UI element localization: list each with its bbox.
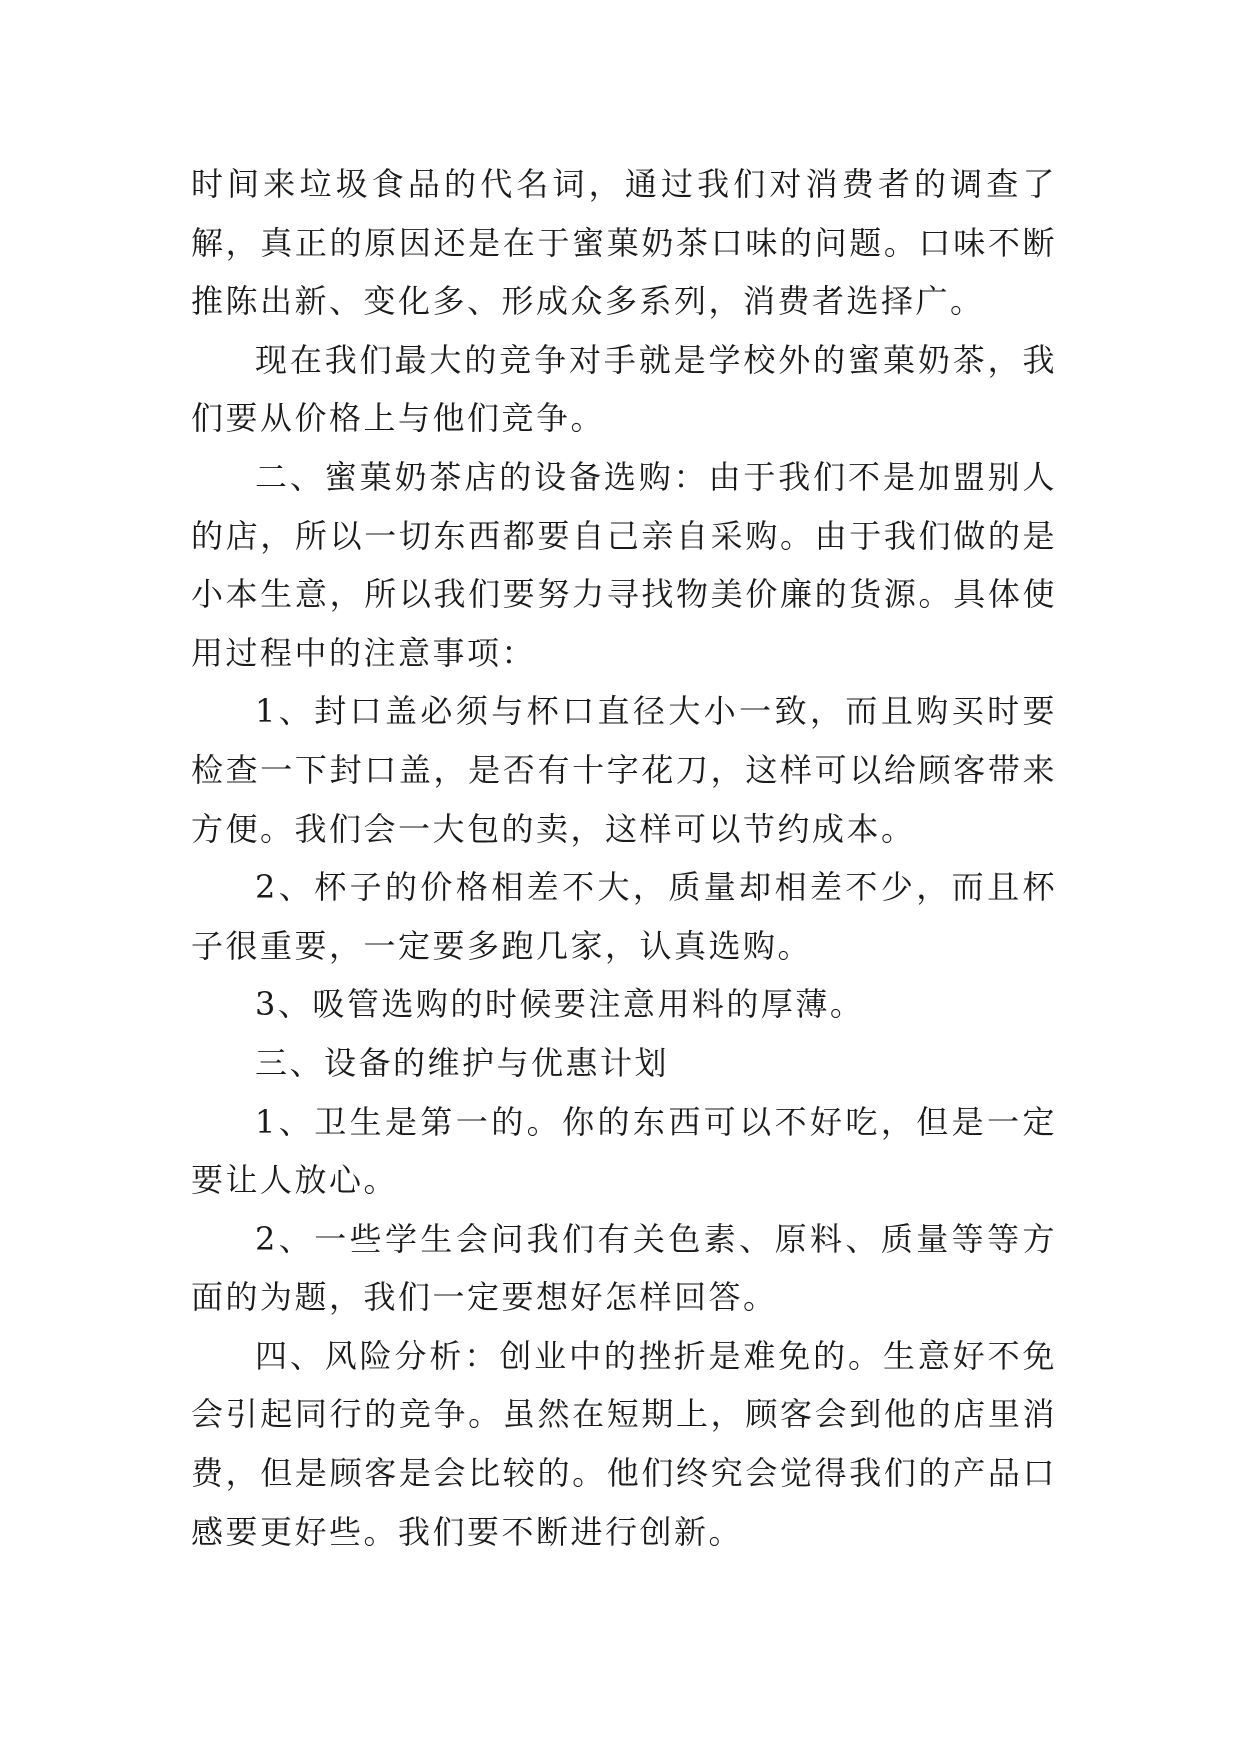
paragraph-item-questions: 2、一些学生会问我们有关色素、原料、质量等等方面的为题，我们一定要想好怎样回答。: [191, 1219, 1057, 1317]
paragraph-item-straw: 3、吸管选购的时候要注意用料的厚薄。: [255, 985, 865, 1024]
paragraph-continuation: 时间来垃圾食品的代名词，通过我们对消费者的调查了解，真正的原因还是在于蜜菓奶茶口味的问题。口味不断推陈出新、变化多、形成众多系列，消费者选择广。: [191, 165, 1057, 321]
paragraph-item-lid: 1、封口盖必须与杯口直径大小一致，而且购买时要检查一下封口盖，是否有十字花刀，这样可以给顾客带来方便。我们会一大包的卖，这样可以节约成本。: [191, 692, 1057, 848]
paragraph-competitor: 现在我们最大的竞争对手就是学校外的蜜菓奶茶，我们要从价格上与他们竞争。: [191, 340, 1057, 438]
section-heading-maintenance: 三、设备的维护与优惠计划: [255, 1043, 670, 1082]
paragraph-risk-analysis: 四、风险分析：创业中的挫折是难免的。生意好不免会引起同行的竞争。虽然在短期上，顾客会到他的店里消费，但是顾客是会比较的。他们终究会觉得我们的产品口感要更好些。我们要不断进行创新。: [191, 1336, 1057, 1551]
paragraph-item-cup: 2、杯子的价格相差不大，质量却相差不少，而且杯子很重要，一定要多跑几家，认真选购。: [191, 868, 1057, 965]
paragraph-item-hygiene: 1、卫生是第一的。你的东西可以不好吃，但是一定要让人放心。: [191, 1102, 1057, 1200]
document-body: [191, 155, 1057, 1561]
paragraph-equipment-purchase: 二、蜜菓奶茶店的设备选购：由于我们不是加盟别人的店，所以一切东西都要自己亲自采购。由于我们做的是小本生意，所以我们要努力寻找物美价廉的货源。具体使用过程中的注意事项：: [191, 457, 1057, 672]
